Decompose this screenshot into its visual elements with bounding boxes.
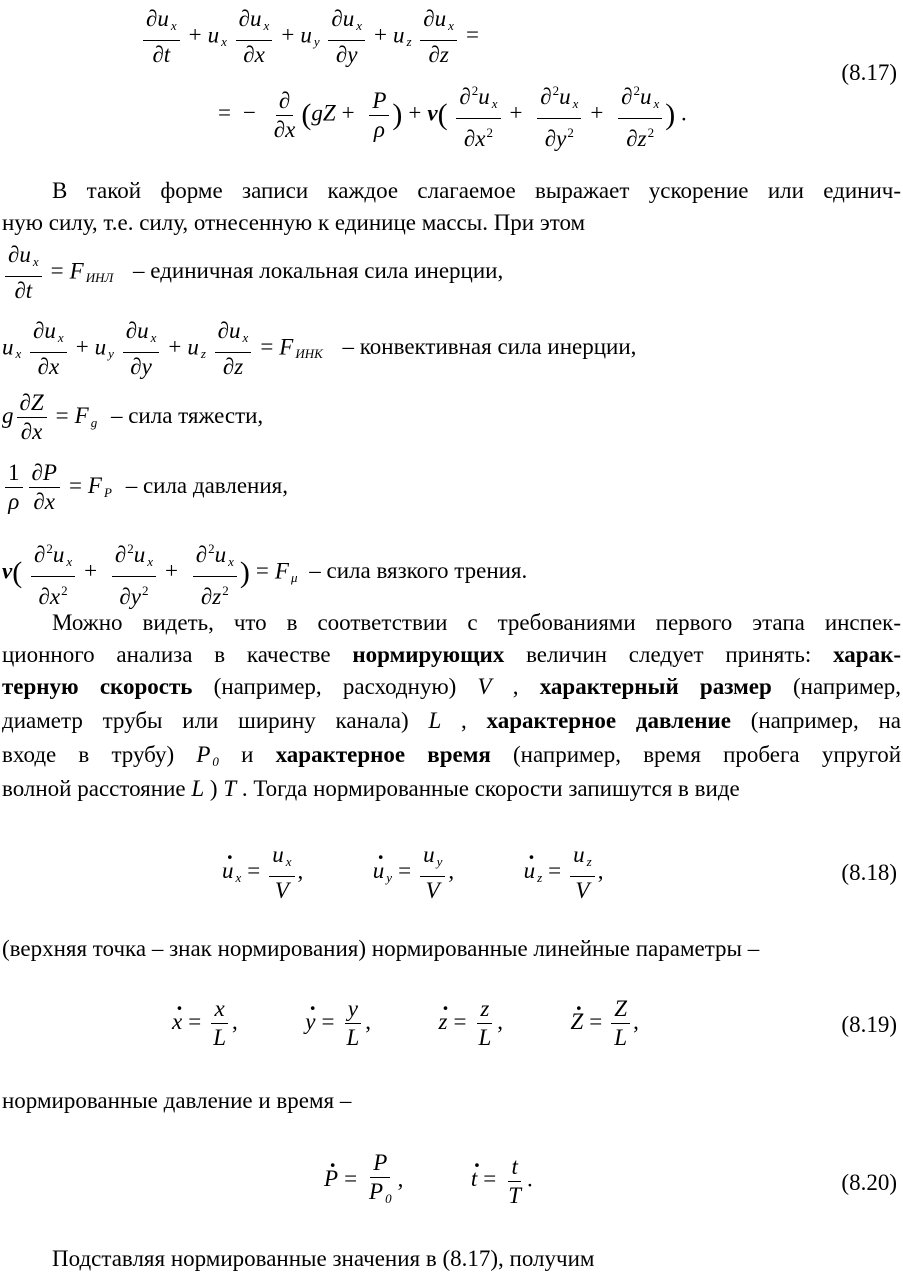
equation-number-8-20: (8.20) xyxy=(841,1170,897,1195)
equation-number-8-17: (8.17) xyxy=(841,60,897,85)
equation-8-18: · u $_x$ = $\frac{u _x}{V}$ , · u $_y$ = $\frac{u _y}{V}$ , · u $_z$ = $\frac{u _z}{V}$ , xyxy=(222,842,603,904)
equation-8-17-line2: = − $\frac{\partial}{\partial x}$ (gZ + $\frac{P}{\rho}$ ) + ν( $\frac{\partial^2u _x}{\partial x^2}$ + $\frac{\partial^2u _x}{\partial y^2}$ + $\frac{\partial^2u _x}{\partial z^2}$ ) . xyxy=(212,78,687,152)
last-line: Подставляя нормированные значения в (8.17), получим xyxy=(52,1246,595,1271)
text-after-8-19: нормированные давление и время – xyxy=(2,1088,352,1113)
text-after-8-18: (верхняя точка – знак нормирования) нормированные линейные параметры – xyxy=(2,936,760,961)
gravity-formula: g $\frac{\partial Z}{\partial x}$ = F $_g$ – сила тяжести, xyxy=(2,390,264,444)
paragraph-2-line-4: диаметр трубы или ширину канала) L , характерное давление (например, на xyxy=(2,708,901,733)
convective-inertia-formula: u $_x$ $\frac{\partial u _x}{\partial x}$ + u $_y$ $\frac{\partial u _x}{\partial y}$ + u $_z$ $\frac{\partial u _x}{\partial z}$ = F $_{ИНК}$ – конвективная сила инерции, xyxy=(2,318,637,379)
equation-number-8-18: (8.18) xyxy=(841,860,897,885)
equation-8-20: · P = $\frac{P}{P _0}$ , · t = $\frac{t}{T}$ . xyxy=(324,1150,533,1212)
equation-8-17-line1: $\frac{\partial u _x}{\partial t}$ + u $_x$ $\frac{\partial u _x}{\partial x}$ + u $_y$ $\frac{\partial u _x}{\partial y}$ + u $_z$ $\frac{\partial u _x}{\partial z}$ = xyxy=(140,6,485,68)
paragraph-1-line-2: ную силу, т.е. силу, отнесенную к единице массы. При этом xyxy=(2,210,586,235)
local-inertia-formula: $\frac{\partial u _x}{\partial t}$ = F $_{ИНЛ}$ – единичная локальная сила инерции, xyxy=(2,242,503,304)
equation-8-19: · x = $\frac{x}{L}$ , · y = $\frac{y}{L}$ , · z = $\frac{z}{L}$ , · Z = $\frac{Z}{L}$ , xyxy=(172,996,639,1051)
paragraph-2-line-2: ционного анализа в качестве нормирующих величин следует принять: харак- xyxy=(2,642,902,667)
pressure-formula: $\frac{1}{\rho}$ $\frac{\partial P}{\partial x}$ = F $_P$ – сила давления, xyxy=(2,460,288,515)
paragraph-1-line-1: В такой форме записи каждое слагаемое выражает ускорение или единич- xyxy=(52,178,901,203)
paragraph-2-line-6: волной расстояние L ) T . Тогда нормированные скорости запишутся в виде xyxy=(2,776,740,801)
paragraph-2-line-1: Можно видеть, что в соответствии с требованиями первого этапа инспек- xyxy=(52,610,901,635)
viscous-friction-formula: ν( $\frac{\partial^2u _x}{\partial x^2}$ + $\frac{\partial^2u _x}{\partial y^2}$ + $\frac{\partial^2u _x}{\partial z^2}$ ) = F $_\mu$ – сила вязкого трения. xyxy=(2,536,527,610)
equation-number-8-19: (8.19) xyxy=(841,1012,897,1037)
paragraph-2-line-3: терную скорость (например, расходную) V , характерный размер (например, xyxy=(2,674,902,699)
paragraph-2-line-5: входе в трубу) P $_0$ и характерное время (например, время пробега упругой xyxy=(2,742,901,769)
